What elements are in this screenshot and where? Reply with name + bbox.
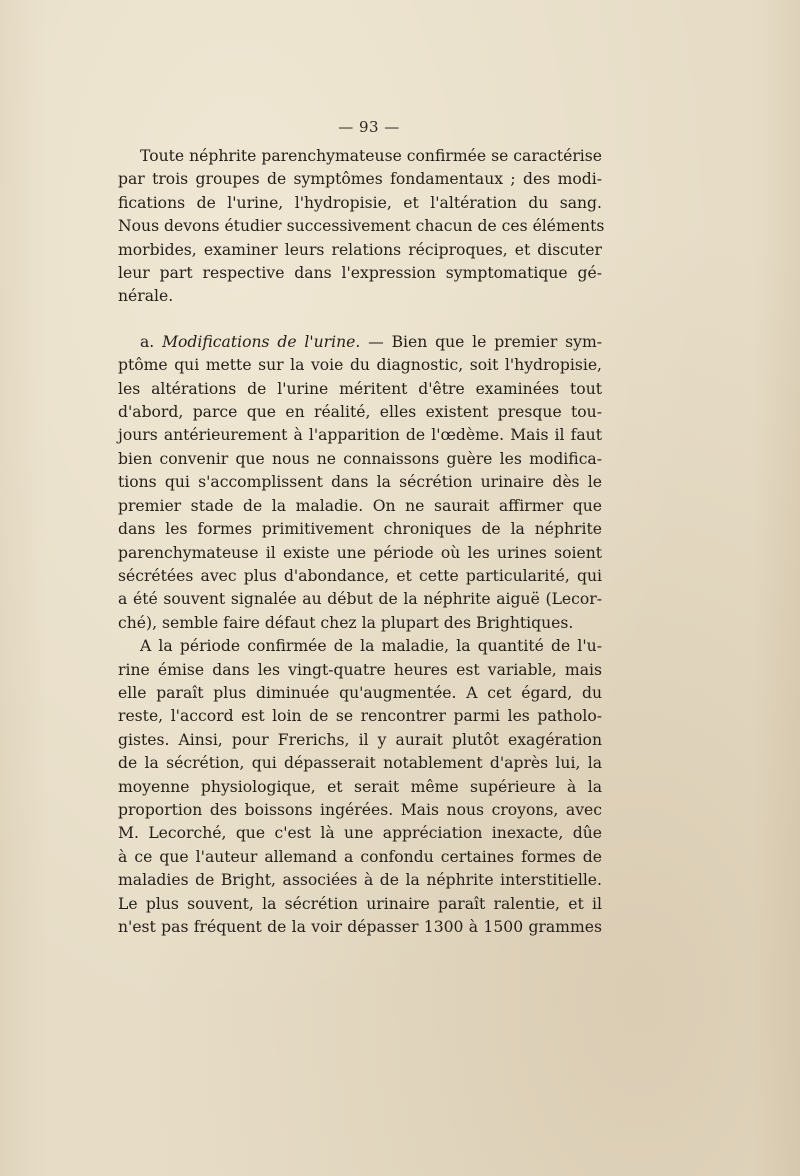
section-letter: a. (140, 332, 163, 351)
page-number: — 93 — (338, 118, 400, 136)
text-line: bien convenir que nous ne connaissons guère les modifica- (118, 449, 602, 468)
text-line: elle paraît plus diminuée qu'augmentée. A cet égard, du (118, 683, 602, 702)
text-line-with-heading (118, 331, 602, 354)
text-line: reste, l'accord est loin de se rencontrer parmi les patholo- (118, 707, 602, 726)
text-line: les altérations de l'urine méritent d'être examinées tout (118, 379, 602, 398)
text-line: jours antérieurement à l'apparition de l'œdème. Mais il faut (118, 426, 602, 445)
text-line: premier stade de la maladie. On ne saurait affirmer que (118, 496, 602, 515)
paragraph-2 (118, 331, 602, 635)
section-heading: Modifications de l'urine. (162, 332, 361, 351)
text-line: parenchymateuse il existe une période où les urines soient (118, 543, 602, 562)
text-line: rine émise dans les vingt-quatre heures est variable, mais (118, 660, 602, 679)
paragraph-3 (118, 635, 602, 939)
text-line: à ce que l'auteur allemand a confondu certaines formes de (118, 847, 602, 866)
text-line: proportion des boissons ingérées. Mais nous croyons, avec (118, 800, 602, 819)
paragraph-1 (118, 145, 605, 309)
text-line: fications de l'urine, l'hydropisie, et l'altération du sang. (118, 193, 602, 212)
heading-line-rest: — Bien que le premier sym- (360, 332, 603, 351)
text-line: moyenne physiologique, et serait même supérieure à la (118, 777, 602, 796)
text-line: gistes. Ainsi, pour Frerichs, il y aurait plutôt exagération (118, 730, 602, 749)
text-line: ché), semble faire défaut chez la plupart des Brightiques. (118, 613, 574, 632)
text-line: Le plus souvent, la sécrétion urinaire paraît ralentie, et il (118, 894, 602, 913)
text-line: nérale. (118, 287, 174, 306)
text-line: M. Lecorché, que c'est là une appréciation inexacte, dûe (118, 824, 602, 843)
text-line: tions qui s'accomplissent dans la sécrétion urinaire dès le (118, 473, 602, 492)
body-text (118, 145, 605, 939)
text-line: de la sécrétion, qui dépasserait notablement d'après lui, la (118, 754, 602, 773)
text-line: maladies de Bright, associées à de la néphrite interstitielle. (118, 871, 602, 890)
text-line: a été souvent signalée au début de la néphrite aiguë (Lecor- (118, 590, 602, 609)
text-line: dans les formes primitivement chroniques de la néphrite (118, 520, 602, 539)
text-line: A la période confirmée de la maladie, la quantité de l'u- (140, 637, 602, 656)
text-line: d'abord, parce que en réalité, elles existent presque tou- (118, 403, 602, 422)
text-line: Nous devons étudier successivement chacun de ces éléments (118, 217, 605, 236)
text-line: leur part respective dans l'expression symptomatique gé- (118, 264, 602, 283)
text-line: Toute néphrite parenchymateuse confirmée se caractérise (140, 147, 602, 165)
text-line: par trois groupes de symptômes fondamentaux ; des modi- (118, 170, 602, 189)
text-line: sécrétées avec plus d'abondance, et cette particularité, qui (118, 566, 602, 585)
text-line: n'est pas fréquent de la voir dépasser 1300 à 1500 grammes (118, 918, 602, 936)
text-line: ptôme qui mette sur la voie du diagnostic, soit l'hydropisie, (118, 356, 602, 375)
text-line: morbides, examiner leurs relations réciproques, et discuter (118, 240, 602, 259)
